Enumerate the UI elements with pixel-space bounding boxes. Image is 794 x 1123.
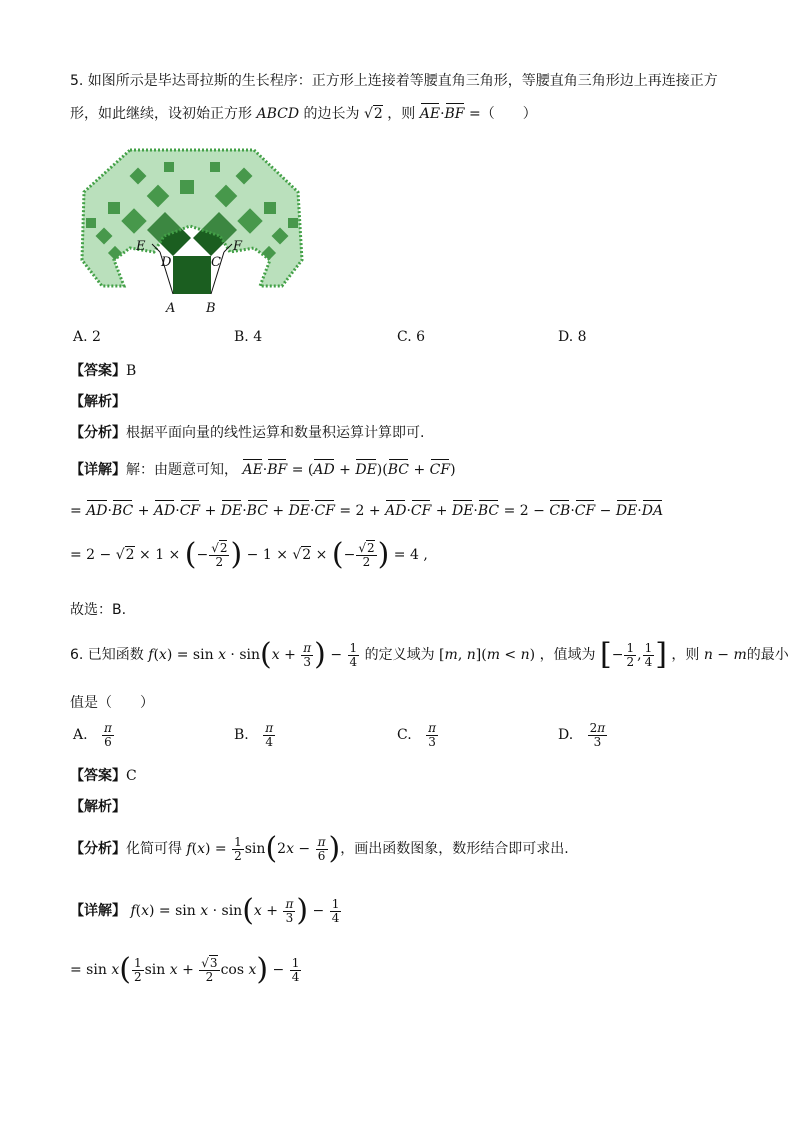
- q6-option-a: A. $\frac{\pi}{6}$: [73, 721, 112, 749]
- pythagoras-tree-figure: [70, 140, 310, 320]
- q6-stem-line1: 6. 已知函数 f(x) = sin x · sin(x + $\frac{\pi}{3}$ ) − $\frac{1}{4}$ 的定义域为 [m, n](m < n) ，值域为 [− $\frac{1}{2}$ , $\frac{1}{4}$ ] ，则 n − m的最小: [70, 637, 789, 672]
- q5-stem-line1: 5. 如图所示是毕达哥拉斯的生长程序：正方形上连接着等腰直角三角形，等腰直角三角形边上再连接正方: [70, 73, 718, 89]
- label-B: B: [206, 301, 216, 316]
- q5-formula-line3: = 2 − √2 × 1 × (− $\frac{√2}{2}$ ) − 1 × √2 × (− $\frac{√2}{2}$ ) = 4 ,: [70, 537, 428, 572]
- q5-option-a: A. 2: [73, 329, 101, 345]
- q5-fenxi: 【分析】根据平面向量的线性运算和数量积运算计算即可.: [70, 425, 425, 441]
- q6-option-c: C. $\frac{\pi}{3}$: [397, 721, 437, 749]
- q5-stem-line2: 形，如此继续，设初始正方形 ABCD 的边长为 √2 ，则 AE·BF =（ ）: [70, 106, 537, 122]
- q6-formula-line2: = sin x( $\frac{1}{2}$ sin x + $\frac{√3}{2}$ cos x) − $\frac{1}{4}$: [70, 952, 300, 987]
- q5-jiexi-heading: 【解析】: [70, 394, 126, 410]
- label-D: D: [161, 255, 172, 270]
- q6-stem-line2: 值是（ ）: [70, 695, 154, 711]
- q6-answer: 【答案】C: [70, 768, 137, 784]
- q5-answer: 【答案】B: [70, 363, 137, 379]
- q6-xiangjie: 【详解】 f(x) = sin x · sin(x + $\frac{\pi}{3}$ ) − $\frac{1}{4}$: [70, 893, 340, 928]
- label-C: C: [211, 255, 221, 270]
- q5-option-b: B. 4: [234, 329, 263, 345]
- label-E: E: [136, 239, 146, 254]
- q5-xiangjie: 【详解】解：由题意可知， AE·BF = (AD + DE)(BC + CF): [70, 462, 456, 478]
- q6-fenxi: 【分析】化简可得 f(x) = $\frac{1}{2}$ sin(2x − $\frac{\pi}{6}$ )，画出函数图象，数形结合即可求出.: [70, 831, 569, 866]
- q5-option-c: C. 6: [397, 329, 426, 345]
- q5-formula-line2: = AD·BC + AD·CF + DE·BC + DE·CF = 2 + AD·CF + DE·BC = 2 − CB·CF − DE·DA: [70, 503, 664, 519]
- q6-option-b: B. $\frac{\pi}{4}$: [234, 721, 274, 749]
- q5-option-d: D. 8: [558, 329, 587, 345]
- q5-conclusion: 故选：B.: [70, 602, 127, 618]
- label-F: F: [233, 239, 243, 254]
- q6-option-d: D. $\frac{2\pi}{3}$: [558, 721, 606, 749]
- label-A: A: [166, 301, 176, 316]
- q6-jiexi-heading: 【解析】: [70, 799, 126, 815]
